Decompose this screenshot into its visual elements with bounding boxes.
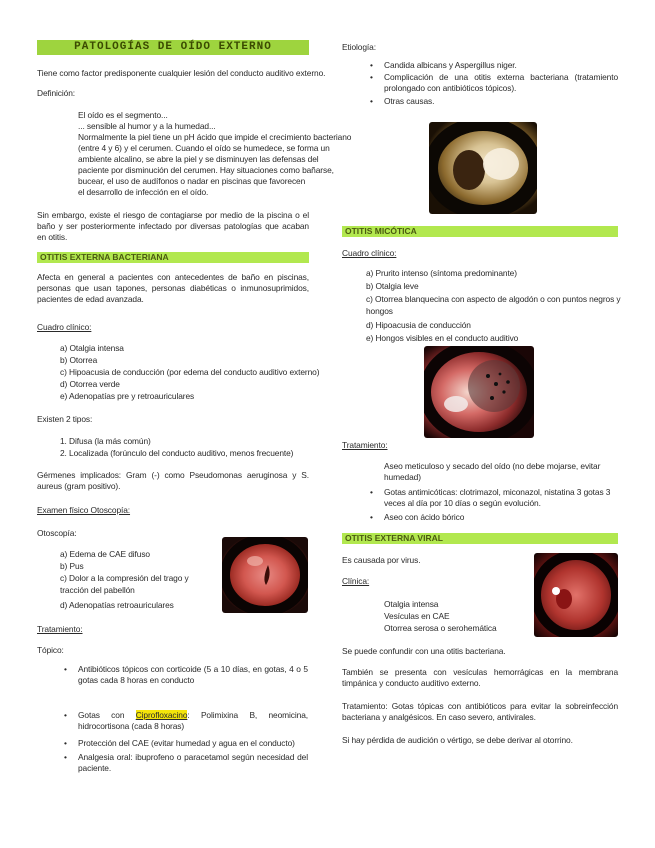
list-item: • Aseo con ácido bórico <box>384 512 464 523</box>
list-item: Otalgia intensa <box>384 599 439 609</box>
list-item: b) Otorrea <box>60 355 98 365</box>
tratamiento-label: Tratamiento: <box>37 624 83 634</box>
list-item: c) Otorrea blanquecina con aspecto de algodón o con puntos negros y <box>366 294 621 304</box>
topico-label: Tópico: <box>37 645 64 655</box>
germenes-text: Gérmenes implicados: Gram (-) como Pseudomonas aeruginosa y S. aureus (gram positivo). <box>37 470 309 491</box>
def-line: bucear, el uso de audífonos o nadar en piscinas que favorecen <box>78 176 306 186</box>
list-item: Otorrea serosa o serohemática <box>384 623 497 633</box>
list-item: • Antibióticos tópicos con corticoide (5 a 10 días, en gotas, 4 o 5 gotas cada 8 horas en conducto <box>78 664 308 686</box>
page-title: PATOLOGÍAS DE OÍDO EXTERNO <box>37 40 309 55</box>
list-item: • Protección del CAE (evitar humedad y agua en el conducto) <box>78 738 308 749</box>
list-item: a) Otalgia intensa <box>60 343 124 353</box>
list-item: b) Pus <box>60 561 84 571</box>
list-item: • Otras causas. <box>384 96 618 107</box>
cuadro-clinico-label: Cuadro clínico: <box>37 322 92 332</box>
clinica-label: Clínica: <box>342 576 370 586</box>
list-item: Vesículas en CAE <box>384 611 450 621</box>
list-item: b) Otalgia leve <box>366 281 419 291</box>
cuadro-clinico-label: Cuadro clínico: <box>342 248 397 258</box>
list-item: hongos <box>366 306 393 316</box>
section-heading-bacteriana: OTITIS EXTERNA BACTERIANA <box>37 252 309 263</box>
list-item: a) Prurito intenso (síntoma predominante) <box>366 268 517 278</box>
highlighted-drug: Ciprofloxacino <box>135 710 188 720</box>
examen-label: Examen físico Otoscopía: <box>37 505 131 515</box>
list-item: d) Otorrea verde <box>60 379 120 389</box>
list-item: c) Hipoacusia de conducción (por edema del conducto auditivo externo) <box>60 367 320 377</box>
list-item: c) Dolor a la compresión del trago y <box>60 573 189 583</box>
def-line: (entre 4 y 6) y el cerumen. Cuando el oído se humedece, se forma un <box>78 143 330 153</box>
paragraph: Sin embargo, existe el riesgo de contagiarse por medio de la piscina o el baño y ser posteriormente infectado por diversas patologías que acaban en otitis. <box>37 210 309 242</box>
list-item: • Candida albicans y Aspergillus niger. <box>384 60 618 71</box>
section-heading-viral: OTITIS EXTERNA VIRAL <box>342 533 618 544</box>
list-item: • Gotas con Ciprofloxacino: Polimixina B, neomicina, hidrocortisona (cada 8 horas) <box>78 710 308 732</box>
paragraph: Si hay pérdida de audición o vértigo, se debe derivar al otorrino. <box>342 735 573 745</box>
def-line: paciente por disminución del cerumen. Hay situaciones como bañarse, <box>78 165 334 175</box>
list-item: d) Hipoacusia de conducción <box>366 320 471 330</box>
definicion-label: Definición: <box>37 88 76 98</box>
def-line: El oído es el segmento... <box>78 110 168 120</box>
otoscopy-photo-fungal <box>429 122 537 214</box>
list-item: e) Adenopatías pre y retroauriculares <box>60 391 195 401</box>
def-line: Normalmente la piel tiene un pH ácido que impide el crecimiento bacteriano <box>78 132 352 142</box>
list-item: • Gotas antimicóticas: clotrimazol, miconazol, nistatina 3 gotas 3 <box>384 487 610 498</box>
otoscopia-label: Otoscopía: <box>37 528 77 538</box>
list-item: Aseo meticuloso y secado del oído (no debe mojarse, evitar <box>384 461 601 471</box>
paragraph: También se presenta con vesículas hemorrágicas en la membrana timpánica y conducto auditivo externo. <box>342 667 618 688</box>
paragraph: Tratamiento: Gotas tópicas con antibióticos para evitar la sobreinfección bacteriana y analgésicos. En caso severo, antivirales. <box>342 701 618 722</box>
def-line: el desarrollo de infección en el oído. <box>78 187 209 197</box>
otoscopy-photo-fungal-2 <box>424 346 534 438</box>
def-line: ambiente alcalino, se abre la piel y se disminuyen las defensas del <box>78 154 319 164</box>
intro-text: Tiene como factor predisponente cualquier lesión del conducto auditivo externo. <box>37 68 326 78</box>
list-item: humedad) <box>384 472 421 482</box>
otoscopy-photo-bacterial <box>222 537 308 613</box>
tipos-label: Existen 2 tipos: <box>37 414 93 424</box>
list-item: veces al día por 10 días o según evolución. <box>384 498 541 508</box>
list-item: d) Adenopatías retroauriculares <box>60 600 174 610</box>
otoscopy-photo-viral <box>534 553 618 637</box>
viral-intro: Es causada por virus. <box>342 555 421 565</box>
list-item: tracción del pabellón <box>60 585 135 595</box>
paragraph: Se puede confundir con una otitis bacteriana. <box>342 646 506 656</box>
def-line: ... sensible al humor y a la humedad... <box>78 121 216 131</box>
section-heading-micotica: OTITIS MICÓTICA <box>342 226 618 237</box>
list-item: 1. Difusa (la más común) <box>60 436 151 446</box>
etiologia-label: Etiología: <box>342 42 376 52</box>
tratamiento-label: Tratamiento: <box>342 440 388 450</box>
list-item: • Analgesia oral: ibuprofeno o paracetamol según necesidad del paciente. <box>78 752 308 774</box>
list-item: 2. Localizada (forúnculo del conducto auditivo, menos frecuente) <box>60 448 294 458</box>
paragraph: Afecta en general a pacientes con antecedentes de baño en piscinas, personas que usan tapones, personas diabéticas o inmunosuprimidos, pacientes de edad avanzada. <box>37 272 309 304</box>
list-item: • Complicación de una otitis externa bacteriana (tratamiento prolongado con antibióticos tópicos). <box>384 72 618 94</box>
list-item: a) Edema de CAE difuso <box>60 549 150 559</box>
list-item: e) Hongos visibles en el conducto auditivo <box>366 333 519 343</box>
